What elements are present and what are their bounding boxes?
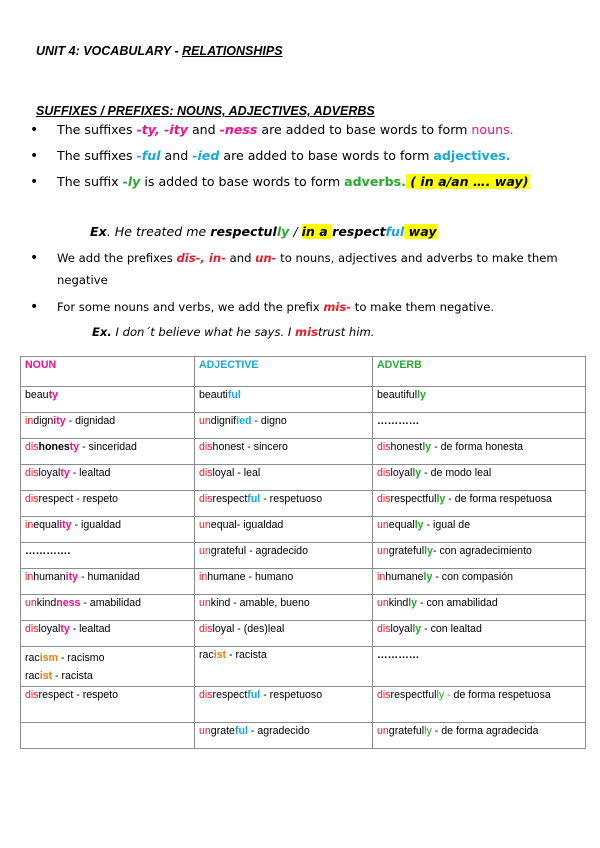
table-header-row bbox=[21, 357, 586, 387]
example-mistrust: Ex. I don´t believe what he says. I mistrust him. bbox=[92, 325, 375, 339]
adverb-cell: ………… bbox=[373, 413, 586, 439]
adverb-cell: unkindly - con amabilidad bbox=[373, 595, 586, 621]
table-row bbox=[21, 595, 586, 621]
adverb-cell: unequally - igual de bbox=[373, 517, 586, 543]
bullet-dot-icon: • bbox=[30, 299, 39, 315]
bullet-dot-icon: • bbox=[30, 148, 39, 164]
adverb-cell: ………… bbox=[373, 647, 586, 687]
bullet-dot-icon: • bbox=[30, 174, 39, 190]
title-prefix: UNIT 4: VOCABULARY - bbox=[36, 44, 183, 58]
noun-cell: indignity - dignidad bbox=[21, 413, 195, 439]
table-row bbox=[21, 387, 586, 413]
bullet-adverbs: • The suffix -ly is added to base words to form adverbs. ( in a/an …. way) bbox=[30, 170, 578, 194]
adjective-cell: unequal- igualdad bbox=[195, 517, 373, 543]
noun-cell: inhumanity - humanidad bbox=[21, 569, 195, 595]
example-adverb: Ex. He treated me respectully / in a respectful way bbox=[90, 224, 437, 239]
header-adjective: ADJECTIVE bbox=[195, 357, 373, 387]
bullet-prefixes: • We add the prefixes dis-, in- and un- to nouns, adjectives and adverbs to make them negative bbox=[30, 247, 578, 291]
header-adverb: ADVERB bbox=[373, 357, 586, 387]
bullet-adjectives: • The suffixes -ful and -ied are added to base words to form adjectives. bbox=[30, 144, 578, 168]
bullet-nouns: • The suffixes -ty, -ity and -ness are added to base words to form nouns. bbox=[30, 118, 578, 142]
adverb-cell: beautifully bbox=[373, 387, 586, 413]
noun-cell: unkindness - amabilidad bbox=[21, 595, 195, 621]
table-row bbox=[21, 569, 586, 595]
adjective-cell: beautiful bbox=[195, 387, 373, 413]
title-topic: RELATIONSHIPS bbox=[182, 44, 283, 58]
header-noun: NOUN bbox=[21, 357, 195, 387]
table-row bbox=[21, 723, 586, 749]
table-row bbox=[21, 465, 586, 491]
noun-cell: disloyalty - lealtad bbox=[21, 465, 195, 491]
bullet-mis-prefix: • For some nouns and verbs, we add the prefix mis- to make them negative. bbox=[30, 296, 578, 318]
noun-cell: beauty bbox=[21, 387, 195, 413]
table-row bbox=[21, 439, 586, 465]
adjective-cell: dishonest - sincero bbox=[195, 439, 373, 465]
table-row bbox=[21, 687, 586, 723]
page-title bbox=[36, 44, 283, 58]
vocabulary-table bbox=[20, 356, 586, 749]
noun-cell: racism - racismo racist - racista bbox=[21, 647, 195, 687]
adverb-cell: disloyally - de modo leal bbox=[373, 465, 586, 491]
adverb-cell: ungratefully- con agradecimiento bbox=[373, 543, 586, 569]
adjective-cell: ungrateful - agradecido bbox=[195, 723, 373, 749]
adjective-cell: unkind - amable, bueno bbox=[195, 595, 373, 621]
adjective-cell: undignified - digno bbox=[195, 413, 373, 439]
noun-cell: disrespect - respeto bbox=[21, 687, 195, 723]
adverb-cell: inhumanely - con compasión bbox=[373, 569, 586, 595]
bullet-dot-icon: • bbox=[30, 250, 39, 266]
adverb-cell: disrespectfully - de forma respetuosa bbox=[373, 491, 586, 517]
table-row bbox=[21, 543, 586, 569]
adjective-cell: ungrateful - agradecido bbox=[195, 543, 373, 569]
adverb-cell: ungratefully - de forma agradecida bbox=[373, 723, 586, 749]
adjective-cell: racist - racista bbox=[195, 647, 373, 687]
noun-cell bbox=[21, 723, 195, 749]
table-row bbox=[21, 647, 586, 687]
noun-cell: disrespect - respeto bbox=[21, 491, 195, 517]
adjective-cell: disrespectful - respetuoso bbox=[195, 491, 373, 517]
adverb-cell: disrespectfully - de forma respetuosa bbox=[373, 687, 586, 723]
noun-cell: dishonesty - sinceridad bbox=[21, 439, 195, 465]
adjective-cell: disloyal - leal bbox=[195, 465, 373, 491]
table-row bbox=[21, 491, 586, 517]
adjective-cell: inhumane - humano bbox=[195, 569, 373, 595]
adverb-cell: dishonestly - de forma honesta bbox=[373, 439, 586, 465]
adjective-cell: disrespectful - respetuoso bbox=[195, 687, 373, 723]
table-row bbox=[21, 413, 586, 439]
adverb-cell: disloyally - con lealtad bbox=[373, 621, 586, 647]
section-heading: SUFFIXES / PREFIXES: NOUNS, ADJECTIVES, ADVERBS bbox=[36, 104, 375, 118]
bullet-dot-icon: • bbox=[30, 122, 39, 138]
noun-cell: …………. bbox=[21, 543, 195, 569]
table-row bbox=[21, 517, 586, 543]
noun-cell: disloyalty - lealtad bbox=[21, 621, 195, 647]
noun-cell: inequality - igualdad bbox=[21, 517, 195, 543]
table-row bbox=[21, 621, 586, 647]
adjective-cell: disloyal - (des)leal bbox=[195, 621, 373, 647]
